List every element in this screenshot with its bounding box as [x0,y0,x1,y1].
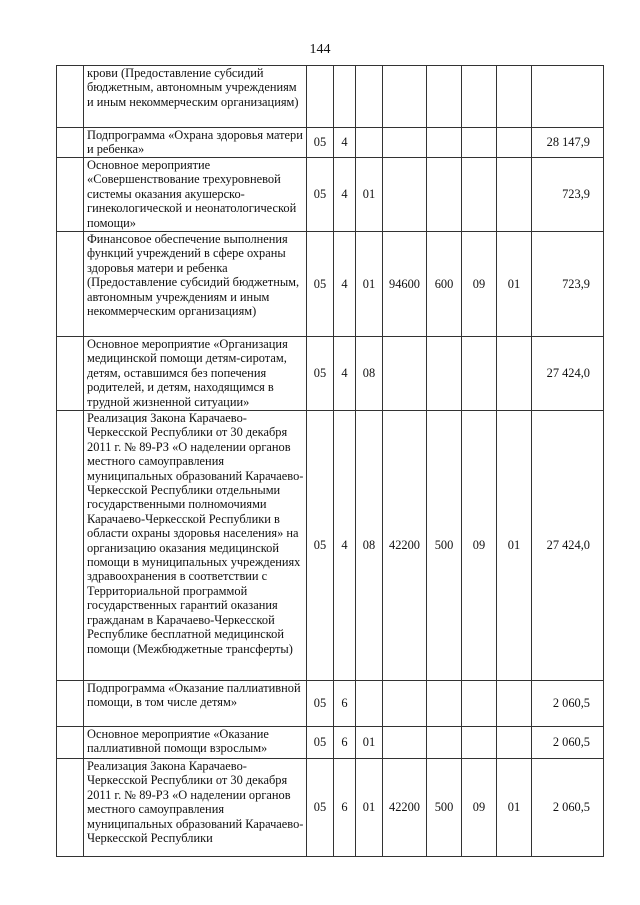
row-code-cell [356,128,383,158]
row-code-cell: 09 [462,411,497,681]
row-index-cell [57,411,84,681]
row-code-cell: 500 [427,759,462,857]
row-code-cell: 05 [307,232,334,337]
row-code-cell: 4 [334,128,356,158]
row-code-cell: 05 [307,727,334,759]
table-row [57,158,604,232]
row-code-cell [497,66,532,128]
row-code-cell: 94600 [383,232,427,337]
row-code-cell [356,681,383,727]
row-code-cell: 01 [497,411,532,681]
budget-table-body [57,66,604,857]
row-code-cell: 01 [356,727,383,759]
row-amount-cell: 27 424,0 [532,411,604,681]
row-name-cell: Реализация Закона Карачаево-Черкесской Республики от 30 декабря 2011 г. № 89-РЗ «О наделении органов местного самоуправления муниципальных образований Карачаево-Черкесской Республики [84,759,307,857]
table-row [57,759,604,857]
row-index-cell [57,232,84,337]
row-code-cell [462,727,497,759]
row-code-cell [462,66,497,128]
row-code-cell [497,337,532,411]
page-number: 144 [309,42,331,57]
row-amount-cell: 28 147,9 [532,128,604,158]
row-code-cell [383,681,427,727]
row-code-cell: 05 [307,158,334,232]
row-code-cell: 6 [334,681,356,727]
row-code-cell: 09 [462,232,497,337]
row-amount-cell: 723,9 [532,232,604,337]
row-code-cell: 4 [334,411,356,681]
row-code-cell: 01 [356,759,383,857]
row-code-cell: 42200 [383,759,427,857]
row-code-cell [307,66,334,128]
row-index-cell [57,66,84,128]
row-name-cell: Подпрограмма «Охрана здоровья матери и ребенка» [84,128,307,158]
row-code-cell [427,681,462,727]
row-code-cell: 08 [356,411,383,681]
row-code-cell [383,66,427,128]
row-code-cell: 05 [307,759,334,857]
row-name-cell: Подпрограмма «Оказание паллиативной помощи, в том числе детям» [84,681,307,727]
row-code-cell [497,158,532,232]
row-amount-cell [532,66,604,128]
row-name-cell: Основное мероприятие «Совершенствование трехуровневой системы оказания акушерско-гинекологической и неонатологической помощи» [84,158,307,232]
row-amount-cell: 2 060,5 [532,759,604,857]
row-code-cell [383,128,427,158]
row-amount-cell: 723,9 [532,158,604,232]
row-code-cell: 01 [356,232,383,337]
row-code-cell [462,681,497,727]
budget-table [56,65,604,857]
row-code-cell: 05 [307,411,334,681]
table-row [57,727,604,759]
row-name-cell: Основное мероприятие «Организация медицинской помощи детям-сиротам, детям, оставшимся без попечения родителей, и детям, находящимся в трудной жизненной ситуации» [84,337,307,411]
row-code-cell: 42200 [383,411,427,681]
row-code-cell: 01 [497,232,532,337]
row-index-cell [57,158,84,232]
row-code-cell [334,66,356,128]
row-code-cell [427,727,462,759]
row-index-cell [57,681,84,727]
row-name-cell: Реализация Закона Карачаево-Черкесской Республики от 30 декабря 2011 г. № 89-РЗ «О наделении органов местного самоуправления муниципальных образований Карачаево-Черкесской Республики отдельными государственными полномочиями Карачаево-Черкесской Республики в области охраны здоровья населения» на организацию оказания медицинской помощи в муниципальных учреждениях здравоохранения в соответствии с Территориальной программой государственных гарантий оказания гражданам в Карачаево-Черкесской Республике бесплатной медицинской помощи (Межбюджетные трансферты) [84,411,307,681]
row-code-cell: 4 [334,158,356,232]
row-code-cell [356,66,383,128]
row-index-cell [57,128,84,158]
table-row [57,411,604,681]
table-row [57,681,604,727]
row-index-cell [57,337,84,411]
row-code-cell [427,66,462,128]
row-index-cell [57,759,84,857]
row-code-cell: 05 [307,128,334,158]
row-code-cell [462,158,497,232]
row-code-cell [462,128,497,158]
row-code-cell [497,727,532,759]
row-code-cell: 01 [356,158,383,232]
table-row [57,66,604,128]
row-code-cell: 4 [334,337,356,411]
table-row [57,337,604,411]
row-amount-cell: 2 060,5 [532,727,604,759]
row-code-cell [427,337,462,411]
row-code-cell: 05 [307,337,334,411]
row-code-cell: 500 [427,411,462,681]
row-code-cell [427,128,462,158]
row-code-cell: 6 [334,727,356,759]
row-code-cell [427,158,462,232]
row-index-cell [57,727,84,759]
row-amount-cell: 2 060,5 [532,681,604,727]
row-amount-cell: 27 424,0 [532,337,604,411]
row-code-cell: 08 [356,337,383,411]
row-code-cell: 4 [334,232,356,337]
row-code-cell: 09 [462,759,497,857]
row-code-cell: 05 [307,681,334,727]
row-code-cell [383,158,427,232]
row-code-cell [383,337,427,411]
row-name-cell: крови (Предоставление субсидий бюджетным, автономным учреждениям и иным некоммерческим организациям) [84,66,307,128]
table-row [57,232,604,337]
row-code-cell: 6 [334,759,356,857]
row-name-cell: Финансовое обеспечение выполнения функций учреждений в сфере охраны здоровья матери и ребенка (Предоставление субсидий бюджетным, автономным учреждениям и иным некоммерческим организациям) [84,232,307,337]
table-row [57,128,604,158]
row-name-cell: Основное мероприятие «Оказание паллиативной помощи взрослым» [84,727,307,759]
row-code-cell: 600 [427,232,462,337]
row-code-cell [497,128,532,158]
row-code-cell [383,727,427,759]
row-code-cell [497,681,532,727]
row-code-cell: 01 [497,759,532,857]
row-code-cell [462,337,497,411]
